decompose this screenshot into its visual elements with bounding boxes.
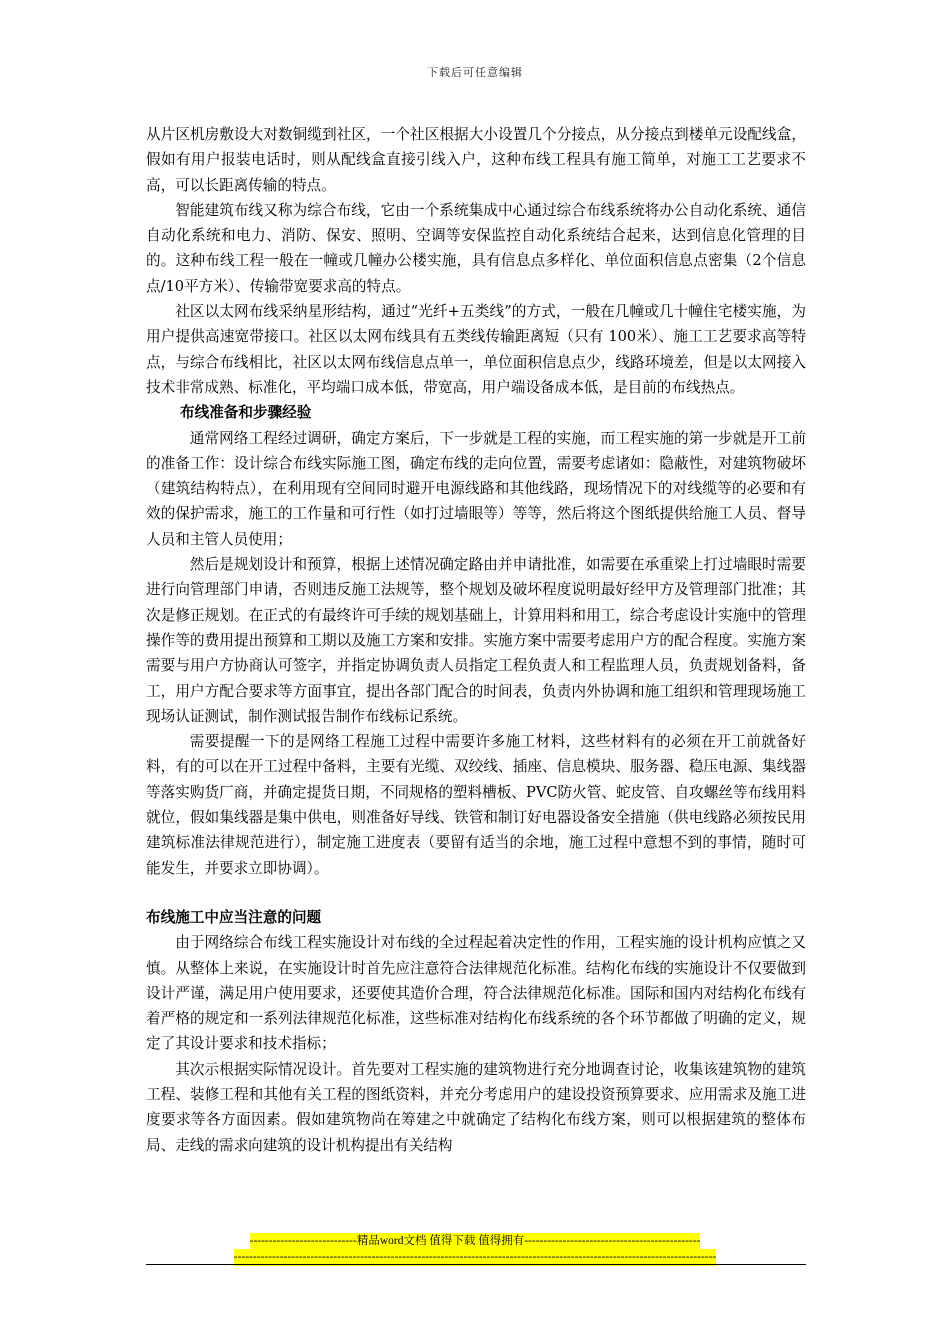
footer-highlight-dashes: ------------------------------------------------------------------------------------------------------------------------------: [234, 1249, 717, 1266]
document-body: [146, 122, 806, 1158]
paragraph-7: 由于网络综合布线工程实施设计对布线的全过程起着决定性的作用，工程实施的设计机构应慎之又慎。从整体上来说，在实施设计时首先应注意符合法律规范化标准。结构化布线的实施设计不仅要做到设计严谨，满足用户使用要求，还要使其造价合理，符合法律规范化标准。国际和国内对结构化布线有着严格的规定和一系列法律规范化标准，这些标准对结构化布线系统的各个环节都做了明确的定义，规定了其设计要求和技术指标；: [146, 934, 806, 1053]
paragraph-3: 社区以太网布线采纳星形结构，通过“光纤+五类线”的方式，一般在几幢或几十幢住宅楼实施，为用户提供高速宽带接口。社区以太网布线具有五类线传输距离短（只有 100米）、施工工艺要求高等特点，与综合布线相比，社区以太网布线信息点单一，单位面积信息点少，线路环境差，但是以太网接入技术非常成熟、标准化，平均端口成本低，带宽高，用户端设备成本低，是目前的布线热点。: [146, 303, 806, 396]
footer-banner-line-2: [0, 1245, 950, 1266]
footer-highlight-text: ----------------------------精品word文档 值得下载 值得拥有----------------------------------------------: [250, 1233, 701, 1250]
paragraph-6: 需要提醒一下的是网络工程施工过程中需要许多施工材料，这些材料有的必须在开工前就备好料，有的可以在开工过程中备料，主要有光缆、双绞线、插座、信息模块、服务器、稳压电源、集线器等落实购货厂商，并确定提货日期，不同规格的塑料槽板、PVC防火管、蛇皮管、自攻螺丝等布线用料就位，假如集线器是集中供电，则准备好导线、铁管和制订好电器设备安全措施（供电线路必须按民用建筑标准法律规范进行），制定施工进度表（要留有适当的余地，施工过程中意想不到的事情，随时可能发生，并要求立即协调）。: [146, 733, 806, 877]
paragraph-2: 智能建筑布线又称为综合布线，它由一个系统集成中心通过综合布线系统将办公自动化系统、通信自动化系统和电力、消防、保安、照明、空调等安保监控自动化系统结合起来，达到信息化管理的目的。这种布线工程一般在一幢或几幢办公楼实施，具有信息点多样化、单位面积信息点密集（2个信息点/10平方米）、传输带宽要求高的特点。: [146, 201, 806, 295]
paragraph-4: 通常网络工程经过调研，确定方案后，下一步就是工程的实施，而工程实施的第一步就是开工前的准备工作：设计综合布线实际施工图，确定布线的走向位置，需要考虑诸如：隐蔽性，对建筑物破坏（建筑结构特点），在利用现有空间同时避开电源线路和其他线路，现场情况下的对线缆等的必要和有效的保护需求，施工的工作量和可行性（如打过墙眼等）等等，然后将这个图纸提供给施工人员、督导人员和主管人员使用；: [146, 429, 806, 548]
footer-rule: [146, 1264, 806, 1265]
section-gap: [146, 881, 806, 905]
paragraph-8: 其次示根据实际情况设计。首先要对工程实施的建筑物进行充分地调查讨论，收集该建筑物的建筑工程、装修工程和其他有关工程的图纸资料，并充分考虑用户的建设投资预算要求、应用需求及施工进度要求等各方面因素。假如建筑物尚在筹建之中就确定了结构化布线方案，则可以根据建筑的整体布局、走线的需求向建筑的设计机构提出有关结构: [146, 1060, 806, 1154]
page-header: 下载后可任意编辑: [427, 66, 523, 79]
paragraph-1: 从片区机房敷设大对数铜缆到社区，一个社区根据大小设置几个分接点，从分接点到楼单元设配线盒，假如有用户报装电话时，则从配线盒直接引线入户，这种布线工程具有施工简单，对施工工艺要求不高，可以长距离传输的特点。: [146, 126, 806, 194]
section-heading-preparation: 布线准备和步骤经验: [180, 404, 312, 422]
paragraph-5: 然后是规划设计和预算，根据上述情况确定路由并申请批准，如需要在承重梁上打过墙眼时需要进行向管理部门申请，否则违反施工法规等，整个规划及破坏程度说明最好经甲方及管理部门批准；其次是修正规划。在正式的有最终许可手续的规划基础上，计算用料和用工，综合考虑设计实施中的管理操作等的费用提出预算和工期以及施工方案和安排。实施方案中需要考虑用户方的配合程度。实施方案需要与用户方协商认可签字，并指定协调负责人员指定工程负责人和工程监理人员，负责规划备料，备工，用户方配合要求等方面事宜，提出各部门配合的时间表，负责内外协调和施工组织和管理现场施工现场认证测试，制作测试报告制作布线标记系统。: [146, 556, 806, 725]
section-heading-issues: 布线施工中应当注意的问题: [146, 908, 322, 926]
